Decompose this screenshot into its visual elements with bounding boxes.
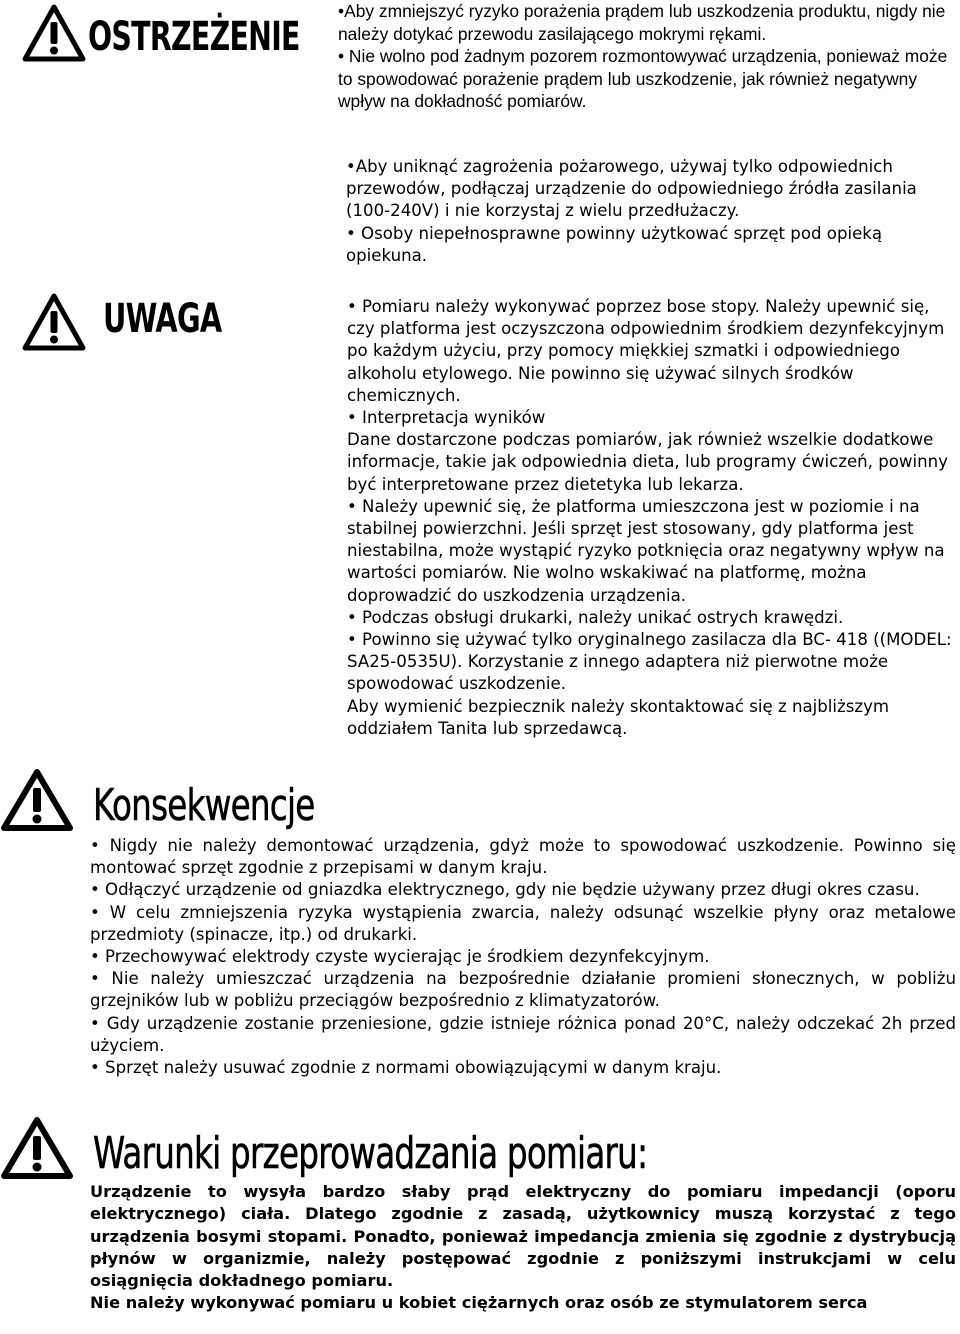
uwaga-text (347, 296, 957, 740)
section-title-uwaga: UWAGA (103, 296, 222, 342)
ostrzezenie-item: •Aby uniknąć zagrożenia pożarowego, używaj tylko odpowiednich przewodów, podłączaj urządzenie do odpowiedniego źródła zasilania (100-240V) i nie korzystaj z wielu przedłużaczy. (346, 157, 917, 221)
warunki-text (90, 1181, 956, 1315)
uwaga-item: • Powinno się używać tylko oryginalnego zasilacza dla BC- 418 ((MODEL: SA25-0535U). Korzystanie z innego adaptera niż pierwotne może spowodować uszkodzenie. (347, 630, 952, 694)
ostrzezenie-item: • Osoby niepełnosprawne powinny użytkować sprzęt pod opieką opiekuna. (346, 223, 883, 265)
ostrzezenie-item: • Nie wolno pod żadnym pozorem rozmontowywać urządzenia, ponieważ może to spowodować porażenie prądem lub uszkodzenie, jak również negatywny wpływ na dokładność pomiarów. (338, 46, 948, 111)
konsekwencje-item: • Odłączyć urządzenie od gniazdka elektrycznego, gdy nie będzie używany przez długi okres czasu. (90, 880, 920, 900)
konsekwencje-item: • Nigdy nie należy demontować urządzenia, gdyż może to spowodować uszkodzenie. Powinno się montować sprzęt zgodnie z przepisami w danym kraju. (90, 836, 956, 878)
warning-triangle-icon (22, 4, 86, 62)
section-title-ostrzezenie: OSTRZEŻENIE (88, 14, 300, 60)
konsekwencje-item: • Gdy urządzenie zostanie przeniesione, gdzie istnieje różnica ponad 20°C, należy odczekać 2h przed użyciem. (90, 1013, 956, 1055)
uwaga-item: Aby wymienić bezpiecznik należy skontaktować się z najbliższym oddziałem Tanita lub sprzedawcą. (347, 696, 890, 738)
ostrzezenie-text (338, 0, 950, 113)
konsekwencje-item: • W celu zmniejszenia ryzyka wystąpienia zwarcia, należy odsunąć wszelkie płyny oraz metalowe przedmioty (spinacze, itp.) od drukarki. (90, 902, 956, 944)
konsekwencje-item: • Przechowywać elektrody czyste wycierając je środkiem dezynfekcyjnym. (90, 947, 710, 967)
uwaga-item: • Interpretacja wyników (347, 408, 546, 428)
uwaga-item: • Pomiaru należy wykonywać poprzez bose stopy. Należy upewnić się, czy platforma jest oczyszczona odpowiednim środkiem dezynfekcyjnym po każdym użyciu, przy pomocy miękkiej szmatki i odpowiedniego alkoholu etylowego. Nie powinno się używać silnych środków chemicznych. (347, 297, 945, 405)
section-title-warunki: Warunki przeprowadzania pomiaru: (93, 1128, 648, 1179)
uwaga-item: Dane dostarczone podczas pomiarów, jak również wszelkie dodatkowe informacje, takie jak odpowiednia dieta, lub programy ćwiczeń, powinny być interpretowane przez dietetyka lub lekarza. (347, 430, 948, 494)
warunki-paragraph: Nie należy wykonywać pomiaru u kobiet ciężarnych oraz osób ze stymulatorem serca (90, 1293, 868, 1313)
uwaga-item: • Należy upewnić się, że platforma umieszczona jest w poziomie i na stabilnej powierzchni. Jeśli sprzęt jest stosowany, gdy platforma jest niestabilna, może wystąpić ryzyko potknięcia oraz negatywny wpływ na wartości pomiarów. Nie wolno wskakiwać na platformę, można doprowadzić do uszkodzenia urządzenia. (347, 496, 945, 605)
ostrzezenie-text-2 (346, 156, 958, 267)
konsekwencje-text (90, 835, 956, 1079)
uwaga-item: • Podczas obsługi drukarki, należy unikać ostrych krawędzi. (347, 607, 844, 627)
section-title-konsekwencje: Konsekwencje (93, 780, 315, 831)
warning-triangle-icon (0, 1116, 74, 1180)
warunki-paragraph: Urządzenie to wysyła bardzo słaby prąd elektryczny do pomiaru impedancji (oporu elektrycznego) ciała. Dlatego zgodnie z zasadą, użytkownicy muszą korzystać z tego urządzenia bosymi stopami. Ponadto, ponieważ impedancja zmienia się zgodnie z dystrybucją płynów w organizmie, należy postępować zgodnie z poniższymi instrukcjami w celu osiągnięcia dokładnego pomiaru. (90, 1182, 956, 1291)
konsekwencje-item: • Sprzęt należy usuwać zgodnie z normami obowiązującymi w danym kraju. (90, 1058, 722, 1078)
konsekwencje-item: • Nie należy umieszczać urządzenia na bezpośrednie działanie promieni słonecznych, w pobliżu grzejników lub w pobliżu przeciągów bezpośrednio z klimatyzatorów. (90, 969, 956, 1011)
ostrzezenie-item: •Aby zmniejszyć ryzyko porażenia prądem lub uszkodzenia produktu, nigdy nie należy dotykać przewodu zasilającego mokrymi rękami. (338, 1, 946, 44)
warning-triangle-icon (22, 293, 86, 351)
warning-triangle-icon (0, 768, 74, 832)
